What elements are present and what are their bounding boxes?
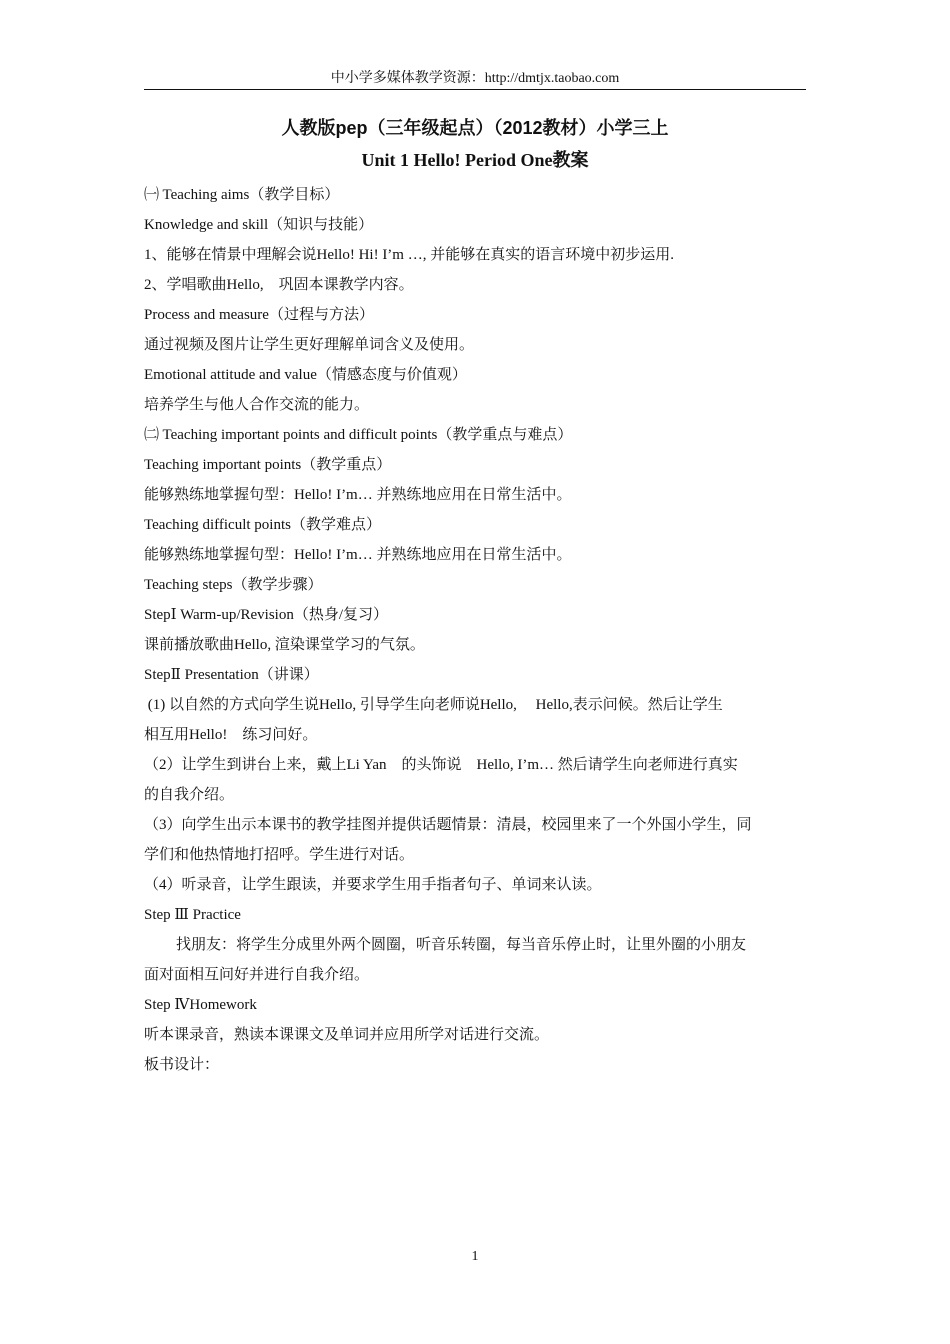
document-subtitle: Unit 1 Hello! Period One教案 <box>361 150 589 170</box>
section-teaching-aims: ㈠ Teaching aims（教学目标） <box>144 187 340 203</box>
step-4-heading: Step ⅣHomework <box>144 997 257 1013</box>
step-1-heading: StepⅠ Warm-up/Revision（热身/复习） <box>144 607 389 623</box>
step-2-item-3-line-2: 学们和他热情地打招呼。学生进行对话。 <box>144 847 415 863</box>
heading-emotional-attitude: Emotional attitude and value（情感态度与价值观） <box>144 367 467 383</box>
aim-item-2: 2、学唱歌曲Hello, 巩固本课教学内容。 <box>144 277 414 293</box>
board-design-label: 板书设计： <box>144 1057 220 1073</box>
heading-important-points: Teaching important points（教学重点） <box>144 457 392 473</box>
heading-teaching-steps: Teaching steps（教学步骤） <box>144 577 323 593</box>
important-points-text: 能够熟练地掌握句型：Hello! I’m… 并熟练地应用在日常生活中。 <box>144 487 572 503</box>
lesson-plan-body <box>144 180 808 1080</box>
step-2-item-1-line-2: 相互用Hello! 练习问好。 <box>144 727 318 743</box>
document-title: 人教版pep（三年级起点）（2012教材）小学三上 <box>281 118 669 138</box>
step-2-item-2-line-2: 的自我介绍。 <box>144 787 235 803</box>
emotional-text: 培养学生与他人合作交流的能力。 <box>144 397 370 413</box>
step-2-item-4: （4）听录音，让学生跟读，并要求学生用手指者句子、单词来认读。 <box>144 877 602 893</box>
heading-knowledge-skill: Knowledge and skill（知识与技能） <box>144 217 374 233</box>
section-important-difficult: ㈡ Teaching important points and difficult points（教学重点与难点） <box>144 427 573 443</box>
step-3-text-line-2: 面对面相互问好并进行自我介绍。 <box>144 967 370 983</box>
step-3-text-line-1: 找朋友：将学生分成里外两个圆圈，听音乐转圈，每当音乐停止时，让里外圈的小朋友 <box>176 937 747 953</box>
header-rule <box>144 89 806 90</box>
process-text: 通过视频及图片让学生更好理解单词含义及使用。 <box>144 337 475 353</box>
aim-item-1: 1、能够在情景中理解会说Hello! Hi! I’m …, 并能够在真实的语言环境中初步运用. <box>144 247 674 263</box>
heading-difficult-points: Teaching difficult points（教学难点） <box>144 517 381 533</box>
step-2-heading: StepⅡ Presentation（讲课） <box>144 667 319 683</box>
step-3-heading: Step Ⅲ Practice <box>144 907 241 923</box>
step-1-text: 课前播放歌曲Hello, 渲染课堂学习的气氛。 <box>144 637 425 653</box>
step-2-item-3-line-1: （3）向学生出示本课书的教学挂图并提供话题情景：清晨，校园里来了一个外国小学生，同 <box>144 817 752 833</box>
page-header: 中小学多媒体教学资源：http://dmtjx.taobao.com <box>330 71 620 86</box>
step-4-text: 听本课录音，熟读本课课文及单词并应用所学对话进行交流。 <box>144 1027 550 1043</box>
page-number: 1 <box>471 1249 479 1264</box>
difficult-points-text: 能够熟练地掌握句型：Hello! I’m… 并熟练地应用在日常生活中。 <box>144 547 572 563</box>
heading-process-measure: Process and measure（过程与方法） <box>144 307 374 323</box>
step-2-item-2-line-1: （2）让学生到讲台上来，戴上Li Yan 的头饰说 Hello, I’m… 然后请学生向老师进行真实 <box>144 757 738 773</box>
step-2-item-1-line-1: (1) 以自然的方式向学生说Hello, 引导学生向老师说Hello, Hello,表示问候。然后让学生 <box>144 697 723 713</box>
